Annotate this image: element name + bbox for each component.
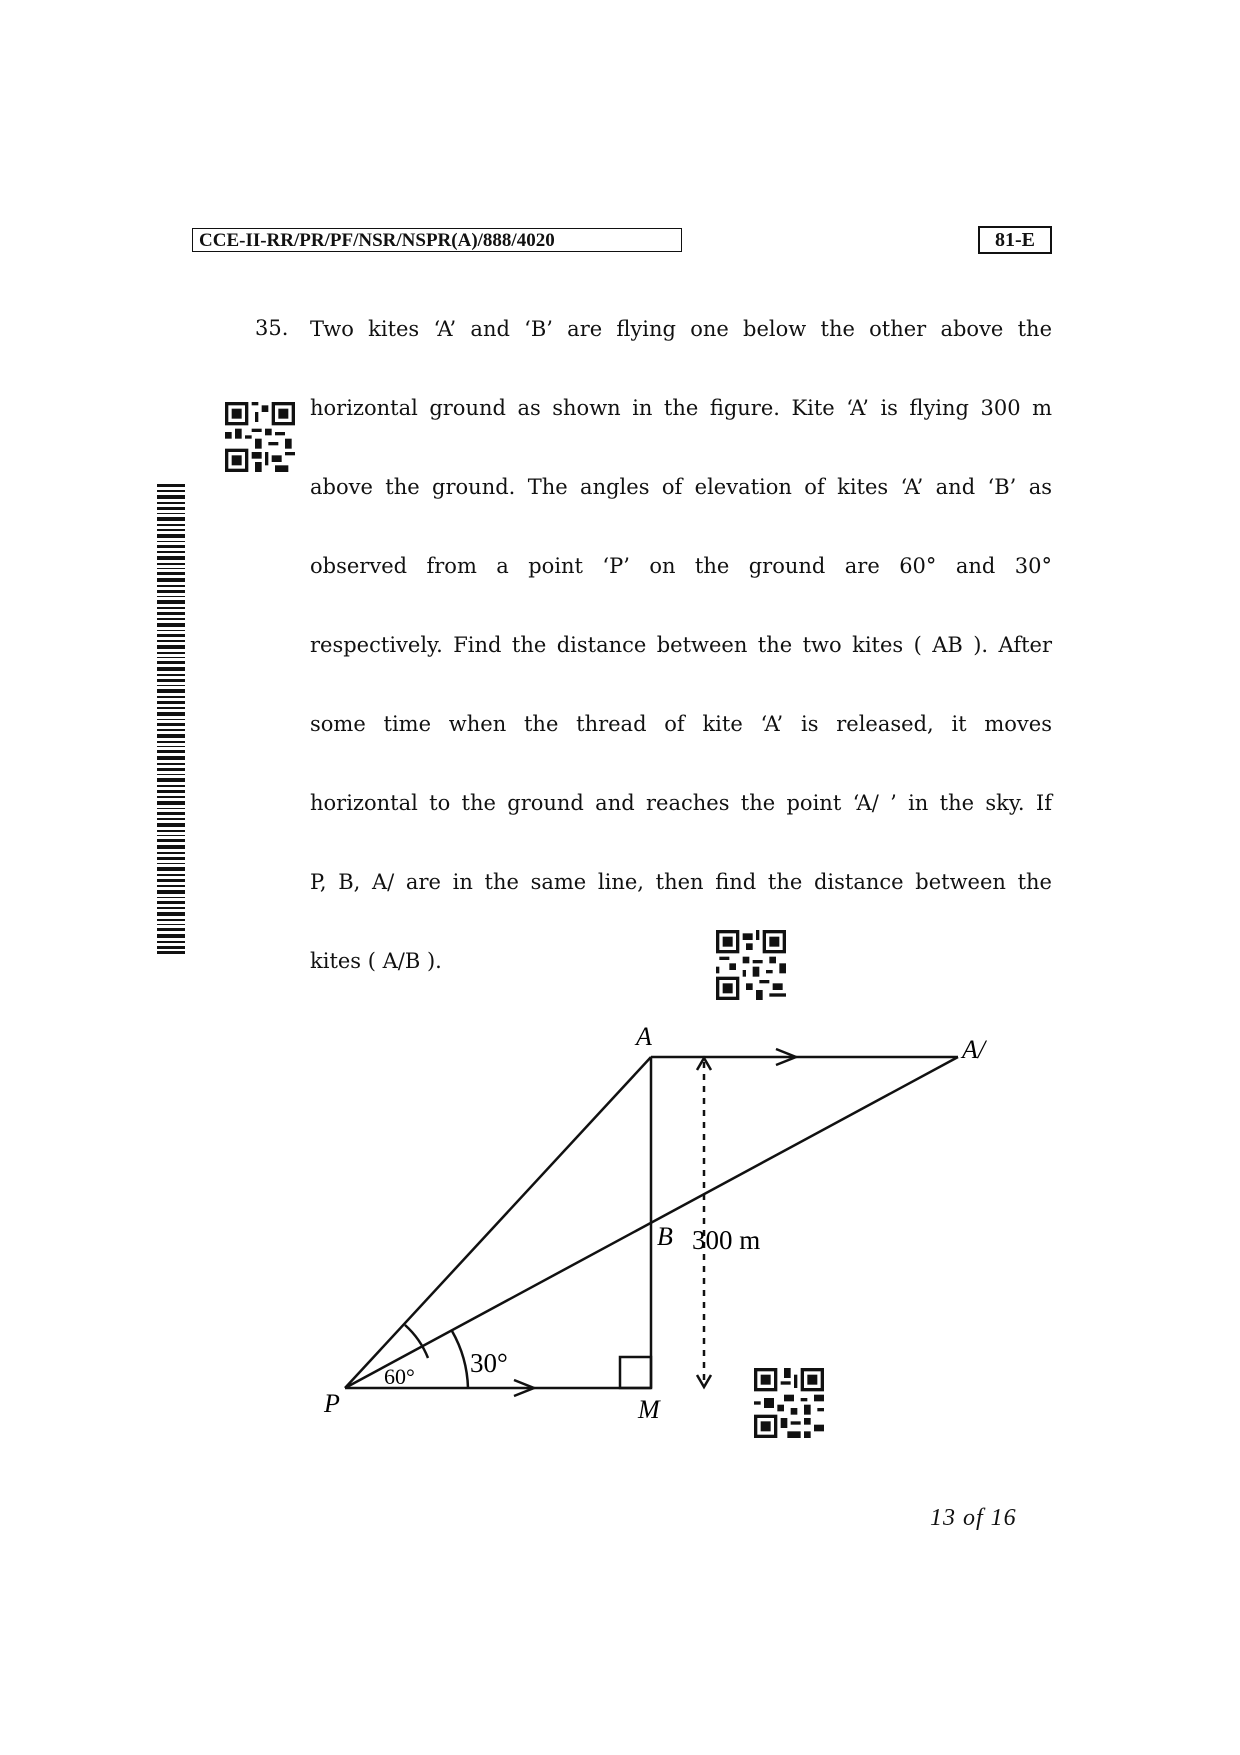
label-A: A xyxy=(636,1022,652,1051)
question-line: horizontal ground as shown in the figure. Kite ‘A’ is flying 300 m xyxy=(310,396,1052,420)
question-line: P, B, A/ are in the same line, then find the distance between the xyxy=(310,870,1052,894)
question-line: observed from a point ‘P’ on the ground are 60° and 30° xyxy=(310,554,1052,578)
paper-code: 81-E xyxy=(978,226,1052,254)
question-line: respectively. Find the distance between the two kites ( AB ). After xyxy=(310,633,1052,657)
exam-code: CCE-II-RR/PR/PF/NSR/NSPR(A)/888/4020 xyxy=(192,228,682,252)
arc-30 xyxy=(452,1331,468,1388)
question-line: some time when the thread of kite ‘A’ is released, it moves xyxy=(310,712,1052,736)
question-line: kites ( A/B ). xyxy=(310,949,442,973)
angle-30-label: 30° xyxy=(470,1348,508,1378)
right-angle-mark xyxy=(620,1357,651,1388)
question-line: above the ground. The angles of elevation of kites ‘A’ and ‘B’ as xyxy=(310,475,1052,499)
label-B: B xyxy=(657,1222,673,1251)
question-line: Two kites ‘A’ and ‘B’ are flying one below the other above the xyxy=(310,317,1052,341)
page-number: 13 of 16 xyxy=(930,1505,1017,1531)
line-PA xyxy=(345,1057,651,1388)
label-M: M xyxy=(638,1395,660,1424)
question-line: horizontal to the ground and reaches the point ‘A/ ’ in the sky. If xyxy=(310,791,1052,815)
label-A-prime: A/ xyxy=(962,1035,986,1064)
label-P: P xyxy=(324,1389,340,1418)
height-label: 300 m xyxy=(692,1225,761,1255)
angle-60-label: 60° xyxy=(384,1364,415,1389)
question-number: 35. xyxy=(255,316,289,340)
